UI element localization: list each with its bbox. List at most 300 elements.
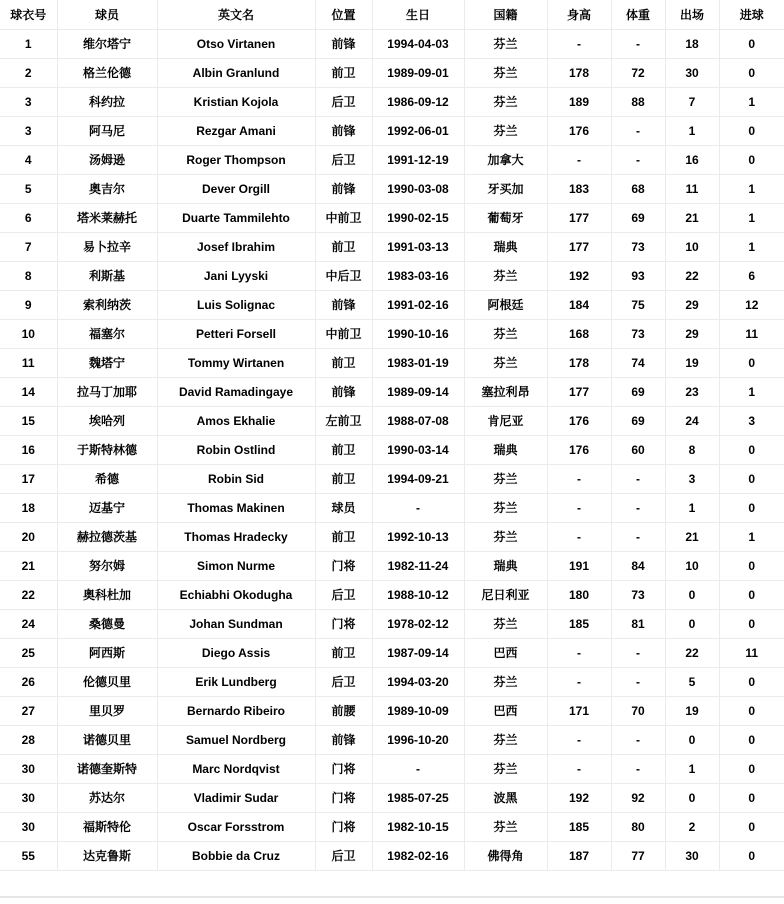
table-cell: 门将 <box>315 609 372 638</box>
table-cell: 0 <box>719 348 784 377</box>
table-cell: 176 <box>547 116 611 145</box>
table-cell: 诺德贝里 <box>57 725 157 754</box>
table-cell: 178 <box>547 348 611 377</box>
table-cell: 迈基宁 <box>57 493 157 522</box>
table-cell: 前锋 <box>315 377 372 406</box>
table-cell: 肯尼亚 <box>464 406 547 435</box>
table-cell: 1 <box>665 116 719 145</box>
column-header-position: 位置 <box>315 0 372 29</box>
table-cell: 塞拉利昂 <box>464 377 547 406</box>
table-cell: 芬兰 <box>464 522 547 551</box>
table-cell: 0 <box>719 812 784 841</box>
table-row <box>0 261 784 290</box>
table-row <box>0 232 784 261</box>
table-cell: 3 <box>0 116 57 145</box>
table-row <box>0 116 784 145</box>
table-cell: 176 <box>547 406 611 435</box>
column-header-birthday: 生日 <box>372 0 464 29</box>
table-cell: 1 <box>719 522 784 551</box>
table-row <box>0 29 784 58</box>
table-cell: 1989-09-01 <box>372 58 464 87</box>
table-cell: 1990-10-16 <box>372 319 464 348</box>
table-cell: 1990-03-08 <box>372 174 464 203</box>
table-cell: 后卫 <box>315 145 372 174</box>
table-row <box>0 551 784 580</box>
table-row <box>0 812 784 841</box>
table-cell: 1983-01-19 <box>372 348 464 377</box>
table-cell: 瑞典 <box>464 435 547 464</box>
table-cell: 巴西 <box>464 638 547 667</box>
table-cell: Robin Ostlind <box>157 435 315 464</box>
table-cell: Jani Lyyski <box>157 261 315 290</box>
table-row <box>0 174 784 203</box>
table-cell: 73 <box>611 319 665 348</box>
table-cell: 科约拉 <box>57 87 157 116</box>
table-cell: 84 <box>611 551 665 580</box>
table-cell: 0 <box>719 696 784 725</box>
table-cell: 芬兰 <box>464 58 547 87</box>
table-cell: 前锋 <box>315 290 372 319</box>
column-header-appearances: 出场 <box>665 0 719 29</box>
table-cell: - <box>547 667 611 696</box>
table-cell: 芬兰 <box>464 319 547 348</box>
table-cell: 里贝罗 <box>57 696 157 725</box>
table-cell: 0 <box>719 145 784 174</box>
table-cell: 7 <box>0 232 57 261</box>
table-cell: Samuel Nordberg <box>157 725 315 754</box>
table-cell: 达克鲁斯 <box>57 841 157 870</box>
table-cell: 20 <box>0 522 57 551</box>
table-cell: 70 <box>611 696 665 725</box>
table-cell: 30 <box>665 58 719 87</box>
table-row <box>0 638 784 667</box>
table-row <box>0 522 784 551</box>
table-cell: 索利纳茨 <box>57 290 157 319</box>
table-cell: Rezgar Amani <box>157 116 315 145</box>
table-cell: 门将 <box>315 754 372 783</box>
table-cell: 1 <box>719 232 784 261</box>
table-cell: - <box>611 464 665 493</box>
table-cell: 0 <box>719 841 784 870</box>
table-cell: 25 <box>0 638 57 667</box>
table-cell: 1989-10-09 <box>372 696 464 725</box>
table-cell: 门将 <box>315 783 372 812</box>
table-cell: 前卫 <box>315 522 372 551</box>
table-row <box>0 696 784 725</box>
table-cell: 73 <box>611 232 665 261</box>
table-cell: 92 <box>611 783 665 812</box>
table-cell: Petteri Forsell <box>157 319 315 348</box>
table-cell: 魏塔宁 <box>57 348 157 377</box>
table-cell: 努尔姆 <box>57 551 157 580</box>
table-cell: 赫拉德茨基 <box>57 522 157 551</box>
table-row <box>0 87 784 116</box>
table-cell: - <box>611 754 665 783</box>
table-cell: 73 <box>611 580 665 609</box>
table-cell: 巴西 <box>464 696 547 725</box>
table-cell: David Ramadingaye <box>157 377 315 406</box>
table-cell: Otso Virtanen <box>157 29 315 58</box>
table-cell: 30 <box>0 812 57 841</box>
table-cell: 30 <box>0 754 57 783</box>
table-cell: 29 <box>665 290 719 319</box>
table-cell: 后卫 <box>315 87 372 116</box>
table-cell: 1996-10-20 <box>372 725 464 754</box>
table-cell: 0 <box>719 754 784 783</box>
table-cell: 后卫 <box>315 667 372 696</box>
table-cell: 芬兰 <box>464 29 547 58</box>
table-cell: 葡萄牙 <box>464 203 547 232</box>
table-cell: 于斯特林德 <box>57 435 157 464</box>
table-cell: Vladimir Sudar <box>157 783 315 812</box>
table-cell: 牙买加 <box>464 174 547 203</box>
table-cell: 18 <box>665 29 719 58</box>
table-cell: 前卫 <box>315 232 372 261</box>
table-row <box>0 493 784 522</box>
table-cell: 15 <box>0 406 57 435</box>
table-cell: 阿根廷 <box>464 290 547 319</box>
table-cell: 埃哈列 <box>57 406 157 435</box>
table-cell: 7 <box>665 87 719 116</box>
table-cell: 5 <box>0 174 57 203</box>
table-cell: 0 <box>665 609 719 638</box>
column-header-height: 身高 <box>547 0 611 29</box>
table-cell: 185 <box>547 609 611 638</box>
table-cell: 4 <box>0 145 57 174</box>
table-cell: - <box>547 638 611 667</box>
table-cell: 后卫 <box>315 580 372 609</box>
table-cell: 177 <box>547 232 611 261</box>
table-cell: 185 <box>547 812 611 841</box>
table-cell: Dever Orgill <box>157 174 315 203</box>
table-cell: 11 <box>0 348 57 377</box>
table-cell: 0 <box>719 58 784 87</box>
table-cell: 1991-03-13 <box>372 232 464 261</box>
table-cell: 26 <box>0 667 57 696</box>
table-cell: 1982-02-16 <box>372 841 464 870</box>
table-cell: 1 <box>719 87 784 116</box>
bottom-divider <box>0 896 784 898</box>
table-cell: 芬兰 <box>464 464 547 493</box>
table-cell: 苏达尔 <box>57 783 157 812</box>
table-cell: 前卫 <box>315 638 372 667</box>
table-cell: Marc Nordqvist <box>157 754 315 783</box>
table-cell: 74 <box>611 348 665 377</box>
table-cell: Johan Sundman <box>157 609 315 638</box>
table-cell: 希德 <box>57 464 157 493</box>
table-row <box>0 725 784 754</box>
table-cell: 奥吉尔 <box>57 174 157 203</box>
table-row <box>0 377 784 406</box>
table-cell: 阿西斯 <box>57 638 157 667</box>
table-cell: Kristian Kojola <box>157 87 315 116</box>
table-cell: 16 <box>0 435 57 464</box>
table-cell: 拉马丁加耶 <box>57 377 157 406</box>
table-cell: 格兰伦德 <box>57 58 157 87</box>
table-cell: 前卫 <box>315 435 372 464</box>
table-cell: - <box>611 116 665 145</box>
table-cell: 75 <box>611 290 665 319</box>
table-cell: 30 <box>665 841 719 870</box>
table-cell: Bernardo Ribeiro <box>157 696 315 725</box>
table-cell: 前锋 <box>315 29 372 58</box>
table-cell: 伦德贝里 <box>57 667 157 696</box>
table-cell: - <box>611 493 665 522</box>
table-cell: 1994-09-21 <box>372 464 464 493</box>
table-cell: Duarte Tammilehto <box>157 203 315 232</box>
table-cell: 18 <box>0 493 57 522</box>
table-cell: Diego Assis <box>157 638 315 667</box>
table-cell: 184 <box>547 290 611 319</box>
table-row <box>0 406 784 435</box>
table-cell: 球员 <box>315 493 372 522</box>
table-cell: 瑞典 <box>464 551 547 580</box>
table-cell: 瑞典 <box>464 232 547 261</box>
table-cell: 加拿大 <box>464 145 547 174</box>
column-header-jersey-number: 球衣号 <box>0 0 57 29</box>
table-cell: 69 <box>611 406 665 435</box>
table-cell: - <box>372 754 464 783</box>
table-cell: - <box>611 725 665 754</box>
table-cell: Simon Nurme <box>157 551 315 580</box>
table-cell: 11 <box>665 174 719 203</box>
table-cell: 前锋 <box>315 116 372 145</box>
table-cell: 前卫 <box>315 348 372 377</box>
table-cell: 芬兰 <box>464 87 547 116</box>
table-cell: 177 <box>547 377 611 406</box>
table-cell: 19 <box>665 348 719 377</box>
table-cell: - <box>547 493 611 522</box>
table-cell: Josef Ibrahim <box>157 232 315 261</box>
table-cell: 2 <box>665 812 719 841</box>
table-cell: 6 <box>719 261 784 290</box>
table-cell: 168 <box>547 319 611 348</box>
table-cell: 8 <box>0 261 57 290</box>
table-cell: 前卫 <box>315 58 372 87</box>
table-cell: Erik Lundberg <box>157 667 315 696</box>
table-cell: 171 <box>547 696 611 725</box>
table-cell: 芬兰 <box>464 261 547 290</box>
table-cell: 左前卫 <box>315 406 372 435</box>
table-cell: 60 <box>611 435 665 464</box>
table-cell: 前锋 <box>315 174 372 203</box>
table-cell: 前锋 <box>315 725 372 754</box>
table-cell: - <box>372 493 464 522</box>
table-row <box>0 435 784 464</box>
table-cell: 1992-06-01 <box>372 116 464 145</box>
column-header-english-name: 英文名 <box>157 0 315 29</box>
table-row <box>0 580 784 609</box>
table-cell: 1988-10-12 <box>372 580 464 609</box>
table-cell: 1990-03-14 <box>372 435 464 464</box>
table-cell: 187 <box>547 841 611 870</box>
table-cell: 72 <box>611 58 665 87</box>
table-cell: 21 <box>665 522 719 551</box>
table-cell: 88 <box>611 87 665 116</box>
table-row <box>0 609 784 638</box>
table-cell: 3 <box>0 87 57 116</box>
table-cell: 0 <box>719 116 784 145</box>
table-cell: 21 <box>665 203 719 232</box>
table-cell: 1 <box>719 203 784 232</box>
table-header-row <box>0 0 784 29</box>
table-cell: 16 <box>665 145 719 174</box>
table-cell: 桑德曼 <box>57 609 157 638</box>
table-cell: 1991-02-16 <box>372 290 464 319</box>
table-cell: 0 <box>719 493 784 522</box>
table-row <box>0 319 784 348</box>
column-header-nationality: 国籍 <box>464 0 547 29</box>
table-cell: 24 <box>665 406 719 435</box>
table-cell: 180 <box>547 580 611 609</box>
table-cell: 10 <box>0 319 57 348</box>
table-cell: Thomas Hradecky <box>157 522 315 551</box>
table-cell: 3 <box>719 406 784 435</box>
table-cell: 14 <box>0 377 57 406</box>
table-row <box>0 203 784 232</box>
table-cell: 9 <box>0 290 57 319</box>
table-cell: 芬兰 <box>464 116 547 145</box>
table-cell: 1987-09-14 <box>372 638 464 667</box>
table-cell: 24 <box>0 609 57 638</box>
table-cell: 1 <box>665 493 719 522</box>
table-cell: 0 <box>719 609 784 638</box>
table-cell: 福斯特伦 <box>57 812 157 841</box>
table-cell: 中后卫 <box>315 261 372 290</box>
table-cell: 1 <box>665 754 719 783</box>
table-cell: 0 <box>719 580 784 609</box>
table-cell: - <box>547 522 611 551</box>
table-cell: 23 <box>665 377 719 406</box>
table-cell: 80 <box>611 812 665 841</box>
table-cell: 芬兰 <box>464 493 547 522</box>
table-cell: 利斯基 <box>57 261 157 290</box>
table-row <box>0 464 784 493</box>
table-cell: 1982-10-15 <box>372 812 464 841</box>
table-row <box>0 841 784 870</box>
table-cell: - <box>547 725 611 754</box>
table-cell: - <box>611 638 665 667</box>
table-cell: 55 <box>0 841 57 870</box>
table-cell: - <box>611 522 665 551</box>
table-cell: 0 <box>719 551 784 580</box>
table-cell: 17 <box>0 464 57 493</box>
table-cell: 芬兰 <box>464 812 547 841</box>
table-cell: 门将 <box>315 812 372 841</box>
table-cell: 10 <box>665 232 719 261</box>
table-cell: 1982-11-24 <box>372 551 464 580</box>
table-cell: 塔米莱赫托 <box>57 203 157 232</box>
table-cell: 12 <box>719 290 784 319</box>
table-cell: 1983-03-16 <box>372 261 464 290</box>
column-header-weight: 体重 <box>611 0 665 29</box>
table-cell: Oscar Forsstrom <box>157 812 315 841</box>
table-row <box>0 783 784 812</box>
table-cell: 8 <box>665 435 719 464</box>
table-cell: 易卜拉辛 <box>57 232 157 261</box>
table-cell: Roger Thompson <box>157 145 315 174</box>
table-cell: - <box>547 754 611 783</box>
table-cell: 81 <box>611 609 665 638</box>
table-cell: 6 <box>0 203 57 232</box>
table-row <box>0 290 784 319</box>
table-cell: 0 <box>719 29 784 58</box>
table-cell: 诺德奎斯特 <box>57 754 157 783</box>
table-cell: 波黑 <box>464 783 547 812</box>
table-cell: 28 <box>0 725 57 754</box>
table-cell: 维尔塔宁 <box>57 29 157 58</box>
table-cell: Echiabhi Okodugha <box>157 580 315 609</box>
table-row <box>0 58 784 87</box>
table-cell: 178 <box>547 58 611 87</box>
table-cell: 29 <box>665 319 719 348</box>
table-cell: 0 <box>665 580 719 609</box>
table-body <box>0 29 784 870</box>
table-cell: 19 <box>665 696 719 725</box>
table-cell: 汤姆逊 <box>57 145 157 174</box>
table-cell: 68 <box>611 174 665 203</box>
table-cell: 3 <box>665 464 719 493</box>
table-cell: 1990-02-15 <box>372 203 464 232</box>
table-cell: 189 <box>547 87 611 116</box>
table-cell: 21 <box>0 551 57 580</box>
table-row <box>0 145 784 174</box>
table-cell: 22 <box>665 638 719 667</box>
table-cell: 前卫 <box>315 464 372 493</box>
table-cell: 93 <box>611 261 665 290</box>
table-cell: 192 <box>547 261 611 290</box>
table-cell: 门将 <box>315 551 372 580</box>
table-cell: 1 <box>719 174 784 203</box>
table-cell: 191 <box>547 551 611 580</box>
table-cell: 30 <box>0 783 57 812</box>
table-cell: 1978-02-12 <box>372 609 464 638</box>
table-cell: 尼日利亚 <box>464 580 547 609</box>
table-cell: - <box>611 29 665 58</box>
table-cell: 183 <box>547 174 611 203</box>
table-cell: 芬兰 <box>464 754 547 783</box>
table-cell: 芬兰 <box>464 667 547 696</box>
table-cell: 69 <box>611 203 665 232</box>
table-cell: 福塞尔 <box>57 319 157 348</box>
table-cell: Albin Granlund <box>157 58 315 87</box>
table-cell: 中前卫 <box>315 319 372 348</box>
table-cell: 1992-10-13 <box>372 522 464 551</box>
table-cell: 1994-04-03 <box>372 29 464 58</box>
table-cell: 芬兰 <box>464 348 547 377</box>
table-cell: 佛得角 <box>464 841 547 870</box>
table-cell: 芬兰 <box>464 609 547 638</box>
table-row <box>0 348 784 377</box>
table-row <box>0 667 784 696</box>
table-cell: 后卫 <box>315 841 372 870</box>
table-cell: Robin Sid <box>157 464 315 493</box>
table-cell: Bobbie da Cruz <box>157 841 315 870</box>
column-header-player: 球员 <box>57 0 157 29</box>
table-cell: 0 <box>665 783 719 812</box>
table-cell: - <box>547 29 611 58</box>
table-cell: 0 <box>719 783 784 812</box>
table-cell: 1994-03-20 <box>372 667 464 696</box>
table-cell: - <box>547 464 611 493</box>
table-cell: 22 <box>665 261 719 290</box>
column-header-goals: 进球 <box>719 0 784 29</box>
table-cell: 77 <box>611 841 665 870</box>
table-cell: 0 <box>665 725 719 754</box>
table-cell: 10 <box>665 551 719 580</box>
table-cell: 1 <box>0 29 57 58</box>
table-cell: 奥科杜加 <box>57 580 157 609</box>
